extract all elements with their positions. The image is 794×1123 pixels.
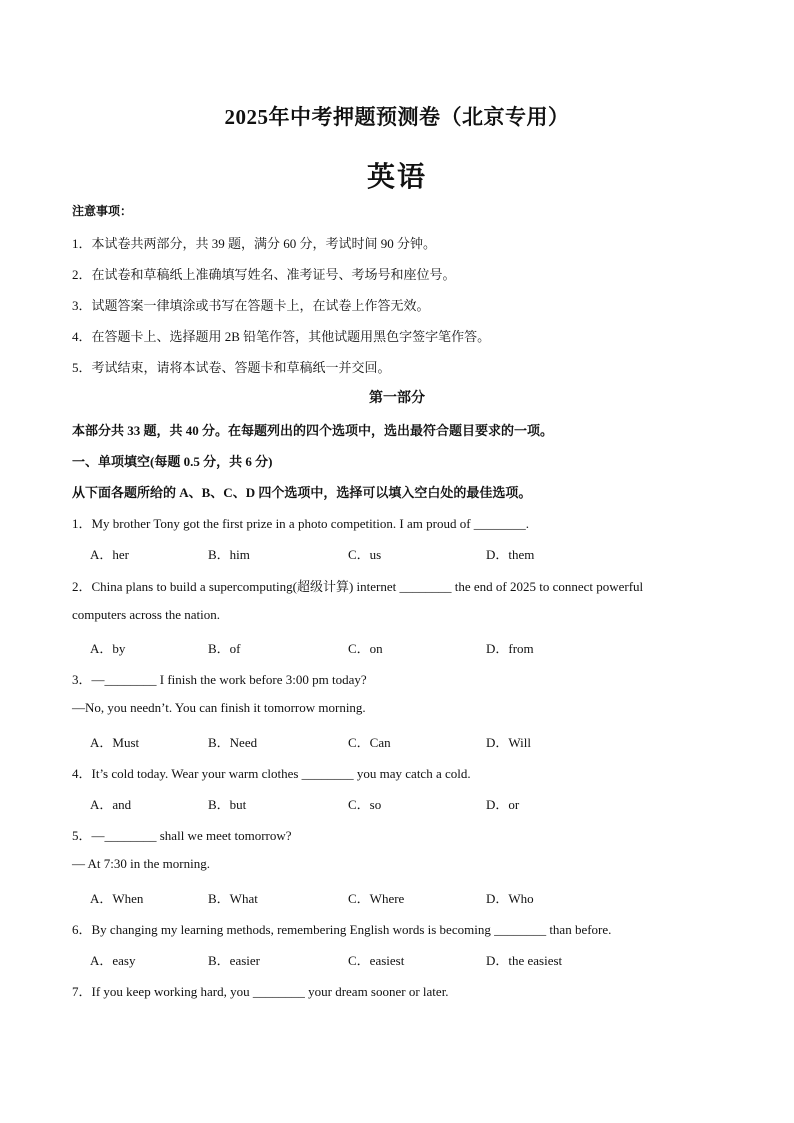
option-d: D．Who [486, 891, 534, 906]
option-b: B．him [208, 547, 250, 562]
option-c: C．Can [348, 735, 391, 750]
section-heading: 一、单项填空(每题 0.5 分，共 6 分) [72, 454, 273, 469]
option-b: B．but [208, 797, 247, 812]
exam-title: 2025年中考押题预测卷（北京专用） [224, 105, 570, 129]
question-stem: 6．By changing my learning methods, remembering English words is becoming ________ than before. [72, 922, 612, 937]
option-c: C．so [348, 797, 382, 812]
option-b: B．of [208, 641, 241, 656]
question-options [90, 950, 650, 968]
section-instruction: 从下面各题所给的 A、B、C、D 四个选项中，选择可以填入空白处的最佳选项。 [72, 485, 532, 500]
question-stem: 3．—________ I finish the work before 3:00 pm today? [72, 672, 367, 687]
subject-title: 英语 [366, 162, 427, 193]
option-b: B．Need [208, 735, 258, 750]
question-stem: 4．It’s cold today. Wear your warm clothes ________ you may catch a cold. [72, 766, 471, 781]
option-a: A．and [90, 797, 132, 812]
option-a: A．Must [90, 735, 140, 750]
notice-item: 4．在答题卡上、选择题用 2B 铅笔作答，其他试题用黑色字签字笔作答。 [72, 329, 491, 344]
question-stem: 2．China plans to build a supercomputing(超级计算) internet ________ the end of 2025 to connect powerful [72, 579, 644, 594]
option-a: A．easy [90, 953, 136, 968]
question-options [90, 794, 650, 812]
question-stem-continued: computers across the nation. [72, 607, 221, 622]
notice-item: 2．在试卷和草稿纸上准确填写姓名、准考证号、考场号和座位号。 [72, 267, 456, 282]
part-intro: 本部分共 33 题，共 40 分。在每题列出的四个选项中，选出最符合题目要求的一项。 [72, 423, 554, 438]
part-title: 第一部分 [369, 391, 425, 406]
question-options [90, 638, 650, 656]
question-stem: 7．If you keep working hard, you ________ your dream sooner or later. [72, 984, 449, 999]
option-d: D．them [486, 547, 535, 562]
option-a: A．her [90, 547, 129, 562]
option-b: B．easier [208, 953, 260, 968]
question-options [90, 544, 650, 562]
notice-heading: 注意事项： [72, 204, 133, 218]
question-options [90, 732, 650, 750]
question-stem: 5．—________ shall we meet tomorrow? [72, 828, 292, 843]
option-b: B．What [208, 891, 258, 906]
option-a: A．When [90, 891, 144, 906]
option-d: D．Will [486, 735, 531, 750]
option-d: D．or [486, 797, 520, 812]
notice-item: 5．考试结束，请将本试卷、答题卡和草稿纸一并交回。 [72, 360, 391, 375]
option-a: A．by [90, 641, 126, 656]
option-c: C．us [348, 547, 382, 562]
option-c: C．on [348, 641, 383, 656]
option-d: D．from [486, 641, 534, 656]
question-stem: 1．My brother Tony got the first prize in a photo competition. I am proud of ________. [72, 516, 530, 531]
option-d: D．the easiest [486, 953, 563, 968]
option-c: C．easiest [348, 953, 405, 968]
option-c: C．Where [348, 891, 405, 906]
question-stem-continued: —No, you needn’t. You can finish it tomorrow morning. [72, 700, 366, 715]
question-stem-continued: — At 7:30 in the morning. [72, 856, 210, 871]
question-options [90, 888, 650, 906]
notice-item: 3．试题答案一律填涂或书写在答题卡上，在试卷上作答无效。 [72, 298, 430, 313]
notice-item: 1．本试卷共两部分，共 39 题，满分 60 分，考试时间 90 分钟。 [72, 236, 437, 251]
